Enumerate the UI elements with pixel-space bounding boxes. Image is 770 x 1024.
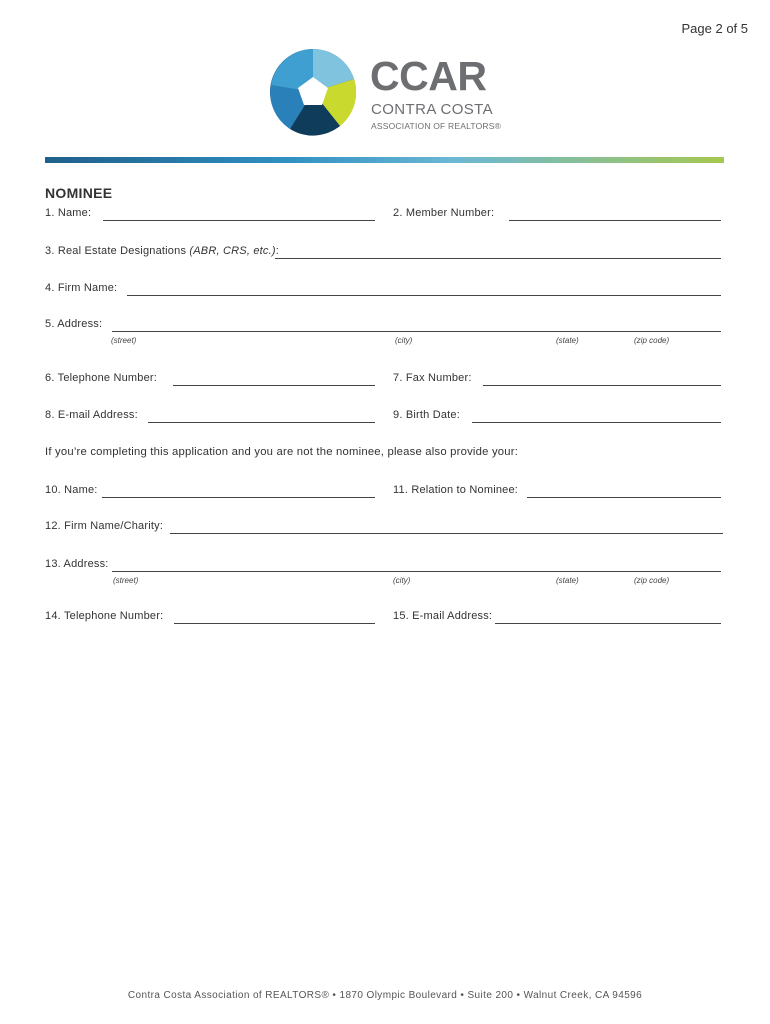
designations-label: 3. Real Estate Designations (ABR, CRS, etc.): — [45, 245, 279, 257]
applicant-street-caption: (street) — [113, 576, 139, 585]
page-number: Page 2 of 5 — [681, 21, 748, 36]
applicant-address-label: 13. Address: — [45, 558, 109, 570]
header-gradient-bar — [45, 157, 724, 163]
fax-label: 7. Fax Number: — [393, 372, 472, 384]
applicant-instruction: If you’re completing this application and you are not the nominee, please also provide your: — [45, 446, 519, 458]
logo-line-2: CONTRA COSTA — [371, 101, 494, 118]
nominee-section-title: NOMINEE — [45, 185, 113, 201]
ccar-logo — [268, 47, 508, 139]
address-city-caption: (city) — [395, 336, 413, 345]
relation-field[interactable] — [527, 497, 721, 498]
birth-date-field[interactable] — [472, 422, 721, 423]
applicant-zip-caption: (zip code) — [634, 576, 670, 585]
firm-charity-label: 12. Firm Name/Charity: — [45, 520, 164, 532]
nominee-address-field[interactable] — [112, 331, 721, 332]
member-number-field[interactable] — [509, 220, 721, 221]
logo-wordmark: CCAR — [370, 53, 487, 99]
firm-name-label: 4. Firm Name: — [45, 282, 118, 294]
firm-name-field[interactable] — [127, 295, 721, 296]
ccar-aperture-icon — [268, 47, 358, 137]
designations-field[interactable] — [275, 258, 721, 259]
applicant-address-field[interactable] — [112, 571, 721, 572]
address-state-caption: (state) — [556, 336, 579, 345]
email-label: 8. E-mail Address: — [45, 409, 138, 421]
nominee-address-label: 5. Address: — [45, 318, 103, 330]
applicant-telephone-field[interactable] — [174, 623, 375, 624]
address-zip-caption: (zip code) — [634, 336, 670, 345]
firm-charity-field[interactable] — [170, 533, 723, 534]
applicant-name-label: 10. Name: — [45, 484, 98, 496]
member-number-label: 2. Member Number: — [393, 207, 495, 219]
nominee-name-label: 1. Name: — [45, 207, 92, 219]
birth-date-label: 9. Birth Date: — [393, 409, 460, 421]
telephone-label: 6. Telephone Number: — [45, 372, 158, 384]
applicant-city-caption: (city) — [393, 576, 411, 585]
applicant-state-caption: (state) — [556, 576, 579, 585]
email-field[interactable] — [148, 422, 375, 423]
logo-line-3: ASSOCIATION OF REALTORS® — [371, 121, 502, 131]
nominee-name-field[interactable] — [103, 220, 375, 221]
telephone-field[interactable] — [173, 385, 375, 386]
footer-address: Contra Costa Association of REALTORS® • 1870 Olympic Boulevard • Suite 200 • Walnut Creek, CA 94596 — [127, 990, 643, 1001]
applicant-name-field[interactable] — [102, 497, 375, 498]
relation-label: 11. Relation to Nominee: — [393, 484, 519, 496]
applicant-email-label: 15. E-mail Address: — [393, 610, 493, 622]
address-street-caption: (street) — [111, 336, 137, 345]
applicant-telephone-label: 14. Telephone Number: — [45, 610, 164, 622]
applicant-email-field[interactable] — [495, 623, 721, 624]
fax-field[interactable] — [483, 385, 721, 386]
